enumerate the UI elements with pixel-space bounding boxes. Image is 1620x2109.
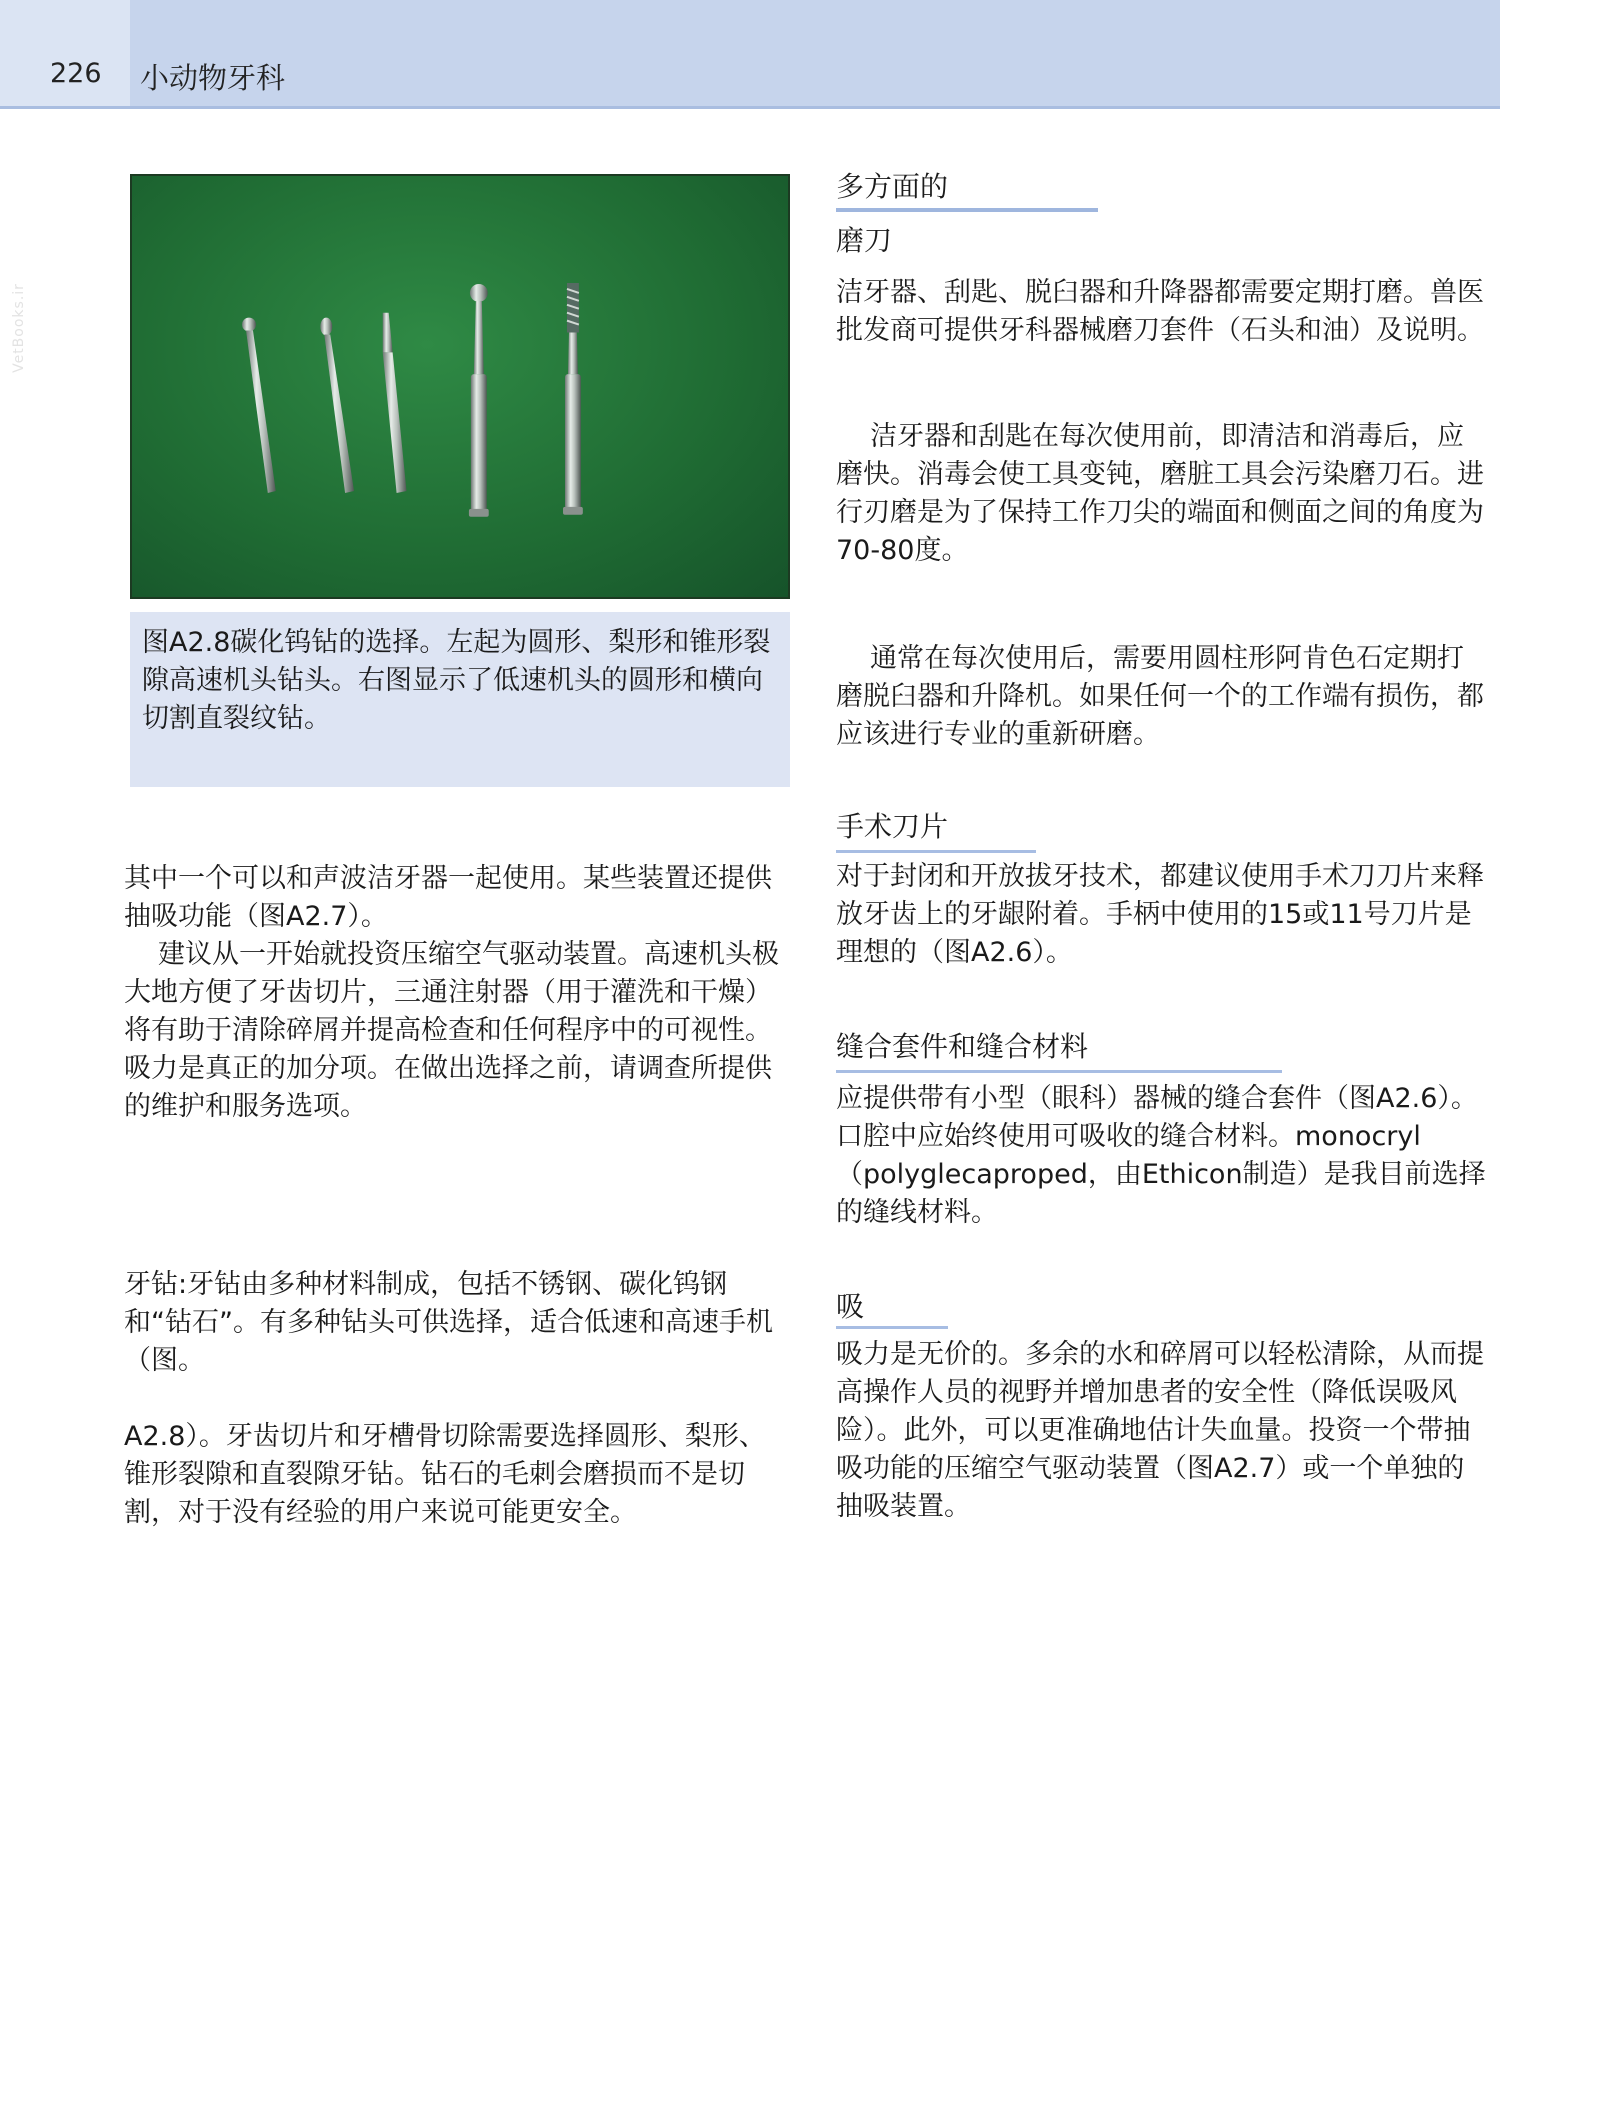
- scalpel-paragraph: 对于封闭和开放拔牙技术，都建议使用手术刀刀片来释放牙齿上的牙龈附着。手柄中使用的15或11号刀片是理想的（图A2.6）。: [836, 861, 1484, 968]
- book-title: 小动物牙科: [140, 61, 286, 95]
- page-number-box: [0, 0, 130, 106]
- burs-illustration: [132, 176, 788, 597]
- bur-crosscut-fissure-low-speed: [563, 283, 583, 515]
- heading-rule: [836, 1326, 948, 1329]
- figure-caption-box: [130, 612, 790, 787]
- heading-rule: [836, 850, 1036, 853]
- page-number: 226: [50, 58, 102, 89]
- left-paragraph-4: A2.8）。牙齿切片和牙槽骨切除需要选择圆形、梨形、锥形裂隙和直裂隙牙钻。钻石的毛刺会磨损而不是切割，对于没有经验的用户来说可能更安全。: [124, 1421, 766, 1528]
- sharpening-paragraph-2: 洁牙器和刮匙在每次使用前，即清洁和消毒后，应磨快。消毒会使工具变钝，磨脏工具会污染磨刀石。进行刃磨是为了保持工作刀尖的端面和侧面之间的角度为70-80度。: [836, 421, 1484, 566]
- bur-round-low-speed: [469, 284, 489, 517]
- suture-paragraph: 应提供带有小型（眼科）器械的缝合套件（图A2.6）。口腔中应始终使用可吸收的缝合材料。monocryl（polyglecaproped，由Ethicon制造）是我目前选择的缝线材料。: [836, 1083, 1486, 1228]
- left-paragraph-3: 牙钻:牙钻由多种材料制成，包括不锈钢、碳化钨钢和“钻石”。有多种钻头可供选择，适合低速和高速手机（图。: [124, 1269, 773, 1376]
- heading-suction: 吸: [836, 1290, 865, 1323]
- figure-caption: 图A2.8碳化钨钻的选择。左起为圆形、梨形和锥形裂隙高速机头钻头。右图显示了低速机头的圆形和横向切割直裂纹钻。: [142, 627, 771, 734]
- bur-round-high-speed: [242, 318, 276, 493]
- heading-scalpel-blades: 手术刀片: [836, 810, 949, 843]
- heading-rule: [836, 1070, 1282, 1073]
- heading-rule: [836, 208, 1098, 212]
- suction-paragraph: 吸力是无价的。多余的水和碎屑可以轻松清除，从而提高操作人员的视野并增加患者的安全性（降低误吸风险）。此外，可以更准确地估计失血量。投资一个带抽吸功能的压缩空气驱动装置（图A2.7）或一个单独的抽吸装置。: [836, 1339, 1484, 1522]
- heading-sharpening: 磨刀: [836, 224, 893, 257]
- figure-photo-burs: [130, 174, 790, 599]
- bur-pear-high-speed: [320, 318, 354, 493]
- heading-miscellaneous: 多方面的: [836, 170, 949, 203]
- heading-suture-kits: 缝合套件和缝合材料: [836, 1030, 1089, 1063]
- sharpening-paragraph-3: 通常在每次使用后，需要用圆柱形阿肯色石定期打磨脱臼器和升降机。如果任何一个的工作端有损伤，都应该进行专业的重新研磨。: [836, 643, 1484, 750]
- left-paragraph-2: 建议从一开始就投资压缩空气驱动装置。高速机头极大地方便了牙齿切片，三通注射器（用于灌洗和干燥）将有助于清除碎屑并提高检查和任何程序中的可视性。吸力是真正的加分项。在做出选择之前，请调查所提供的维护和服务选项。: [124, 939, 779, 1122]
- watermark: VetBooks.ir: [10, 283, 27, 373]
- sharpening-paragraph-1: 洁牙器、刮匙、脱臼器和升降器都需要定期打磨。兽医批发商可提供牙科器械磨刀套件（石头和油）及说明。: [836, 277, 1484, 346]
- bur-tapered-fissure-high-speed: [383, 313, 407, 493]
- left-paragraph-1: 其中一个可以和声波洁牙器一起使用。某些装置还提供抽吸功能（图A2.7）。: [124, 863, 772, 932]
